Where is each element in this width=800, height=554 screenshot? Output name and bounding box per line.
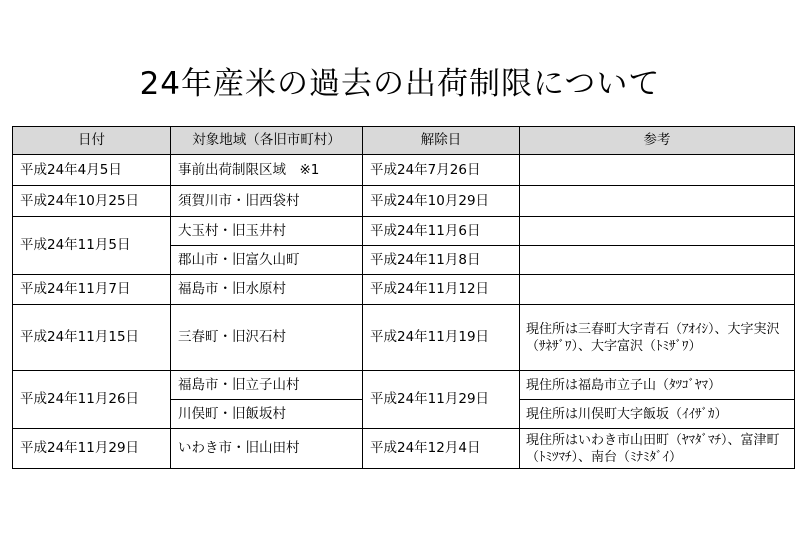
date-cell: 平成24年11月7日 (13, 275, 171, 305)
lift-date-cell: 平成24年7月26日 (363, 155, 520, 186)
note-cell: 現住所は川俣町大字飯坂（ｲｲｻﾞｶ） (520, 400, 795, 429)
note-cell: 現住所は福島市立子山（ﾀﾂｺﾞﾔﾏ） (520, 371, 795, 400)
note-cell (520, 217, 795, 246)
note-cell (520, 275, 795, 305)
shipping-restriction-table (12, 126, 795, 469)
area-cell: 川俣町・旧飯坂村 (171, 400, 363, 429)
table-row (13, 217, 795, 246)
area-cell: 大玉村・旧玉井村 (171, 217, 363, 246)
table-row (13, 275, 795, 305)
lift-date-cell: 平成24年11月19日 (363, 305, 520, 371)
area-cell: 福島市・旧水原村 (171, 275, 363, 305)
area-cell: 事前出荷制限区域 ※1 (171, 155, 363, 186)
note-cell (520, 246, 795, 275)
date-cell: 平成24年4月5日 (13, 155, 171, 186)
note-cell (520, 186, 795, 217)
table-row (13, 429, 795, 469)
lift-date-cell: 平成24年12月4日 (363, 429, 520, 469)
area-cell: 三春町・旧沢石村 (171, 305, 363, 371)
table-row (13, 371, 795, 400)
date-cell: 平成24年11月15日 (13, 305, 171, 371)
area-cell: 郡山市・旧富久山町 (171, 246, 363, 275)
header-note: 参考 (520, 127, 795, 155)
table-header-row (13, 127, 795, 155)
lift-date-cell: 平成24年11月8日 (363, 246, 520, 275)
page-title: 24年産米の過去の出荷制限について (139, 66, 661, 102)
lift-date-cell: 平成24年10月29日 (363, 186, 520, 217)
note-cell: 現住所はいわき市山田町（ﾔﾏﾀﾞﾏﾁ）、富津町（ﾄﾐﾂﾏﾁ）、南台（ﾐﾅﾐﾀﾞｲ） (520, 429, 795, 469)
table-row (13, 155, 795, 186)
table-row (13, 186, 795, 217)
area-cell: いわき市・旧山田村 (171, 429, 363, 469)
lift-date-cell: 平成24年11月12日 (363, 275, 520, 305)
lift-date-cell: 平成24年11月29日 (363, 371, 520, 429)
area-cell: 須賀川市・旧西袋村 (171, 186, 363, 217)
header-date: 日付 (13, 127, 171, 155)
lift-date-cell: 平成24年11月6日 (363, 217, 520, 246)
date-cell: 平成24年11月26日 (13, 371, 171, 429)
note-cell: 現住所は三春町大字青石（ｱｵｲｼ）、大字実沢（ｻﾈｻﾞﾜ）、大字富沢（ﾄﾐｻﾞﾜ） (520, 305, 795, 371)
date-cell: 平成24年10月25日 (13, 186, 171, 217)
date-cell: 平成24年11月5日 (13, 217, 171, 275)
area-cell: 福島市・旧立子山村 (171, 371, 363, 400)
header-lift-date: 解除日 (363, 127, 520, 155)
header-area: 対象地域（各旧市町村） (171, 127, 363, 155)
note-cell (520, 155, 795, 186)
date-cell: 平成24年11月29日 (13, 429, 171, 469)
table-row (13, 305, 795, 371)
